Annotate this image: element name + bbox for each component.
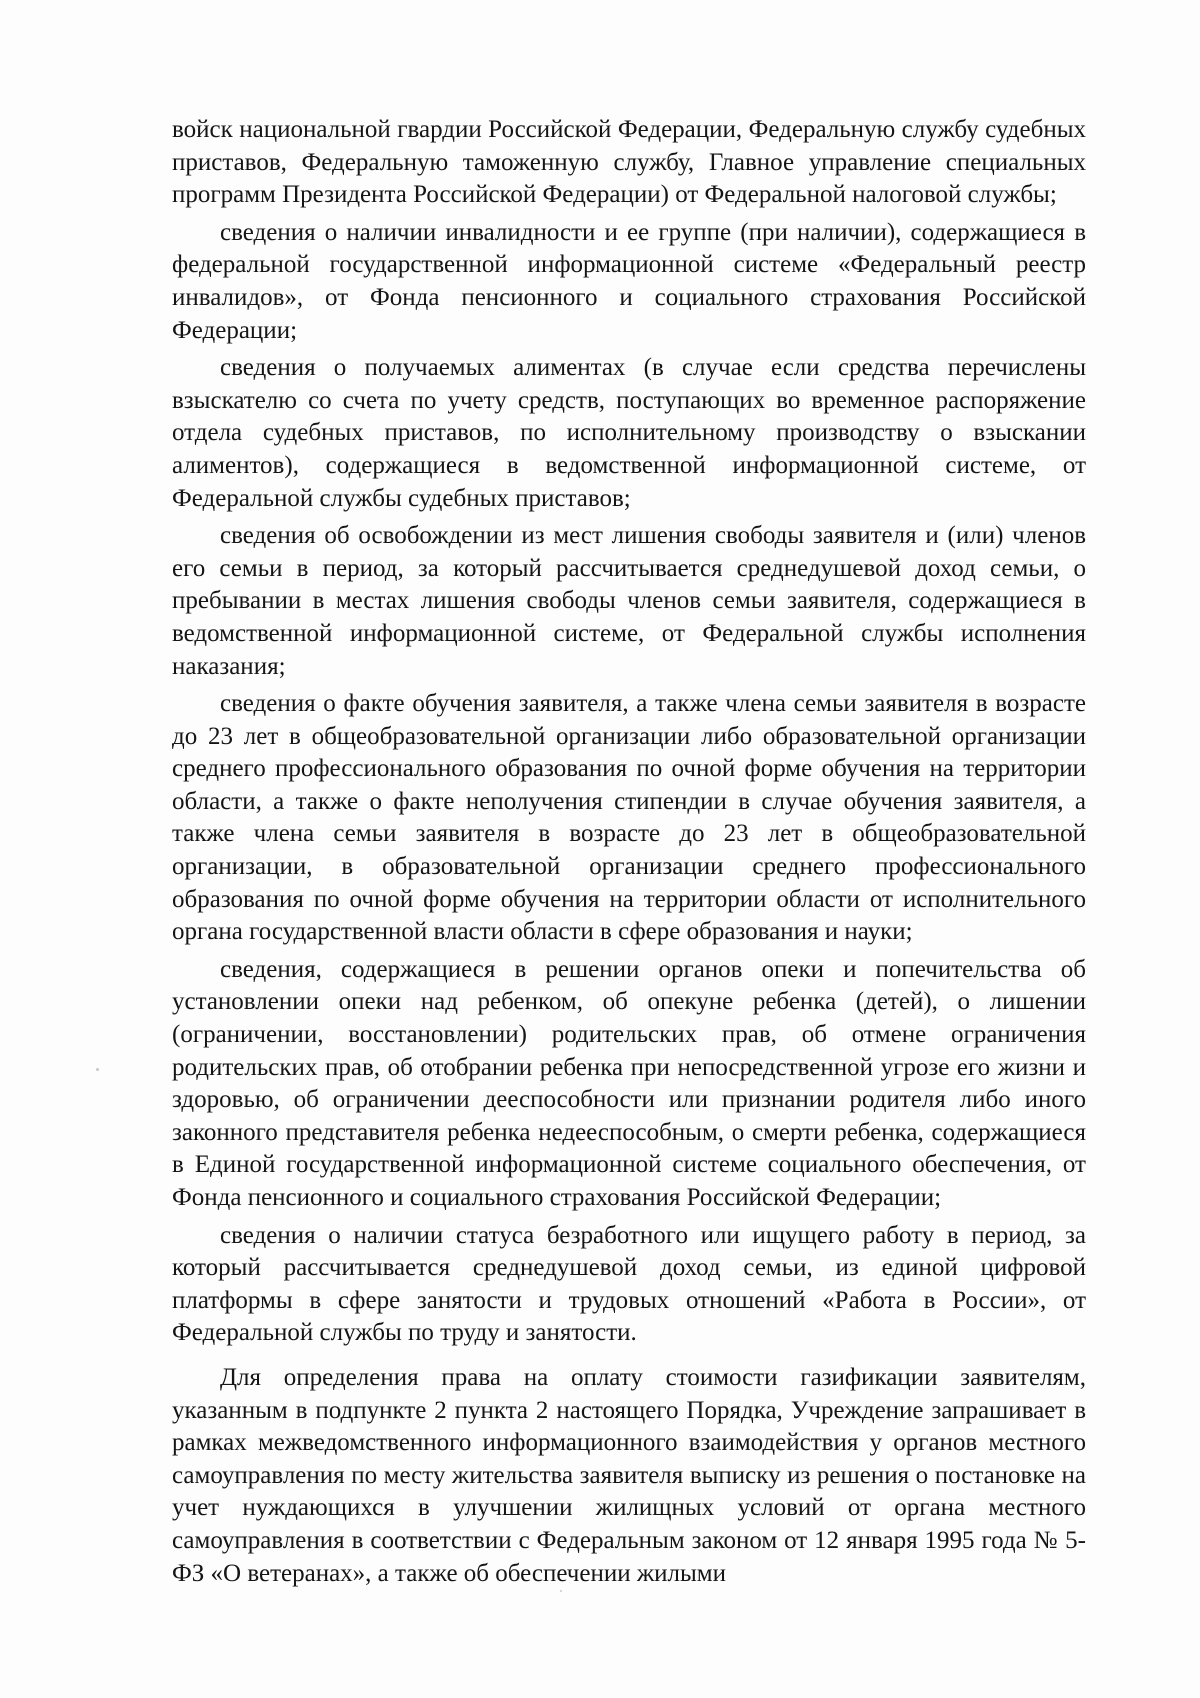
document-body — [172, 114, 1086, 1595]
paragraph-alimony-info: сведения о получаемых алиментах (в случае если средства перечислены взыскателю со счета по учету средств, поступающих во временное распоряжение отдела судебных приставов, по исполнительному производству о взыскании алиментов), содержащиеся в ведомственной информационной системе, от Федеральной службы судебных приставов; — [172, 354, 1086, 512]
paragraph-unemployment-info: сведения о наличии статуса безработного или ищущего работу в период, за который рассчитывается среднедушевой доход семьи, из единой цифровой платформы в сфере занятости и трудовых отношений «Работа в России», от Федеральной службы по труду и занятости. — [172, 1221, 1086, 1347]
scan-speck — [96, 1068, 99, 1071]
paragraph-gasification-right: Для определения права на оплату стоимости газификации заявителям, указанным в подпункте 2 пункта 2 настоящего Порядка, Учреждение запрашивает в рамках межведомственного информационного взаимодействия у органов местного самоуправления по месту жительства заявителя выписку из решения о постановке на учет нуждающихся в улучшении жилищных условий от органа местного самоуправления в соответствии с Федеральным законом от 12 января 1995 года № 5-ФЗ «О ветеранах», а также об обеспечении жилыми — [172, 1363, 1086, 1587]
paragraph-disability-info: сведения о наличии инвалидности и ее группе (при наличии), содержащиеся в федеральной государственной информационной системе «Федеральный реестр инвалидов», от Фонда пенсионного и социального страхования Российской Федерации; — [172, 218, 1086, 344]
paragraph-continuation: войск национальной гвардии Российской Федерации, Федеральную службу судебных приставов, Федеральную таможенную службу, Главное управление специальных программ Президента Российской Федерации) от Федеральной налоговой службы; — [172, 116, 1086, 209]
paragraph-education-info: сведения о факте обучения заявителя, а также члена семьи заявителя в возрасте до 23 лет в общеобразовательной организации либо образовательной организации среднего профессионального образования по очной форме обучения на территории области, а также о факте неполучения стипендии в случае обучения заявителя, а также члена семьи заявителя в возрасте до 23 лет в общеобразовательной организации, в образовательной организации среднего профессионального образования по очной форме обучения на территории области от исполнительного органа государственной власти области в сфере образования и науки; — [172, 690, 1086, 946]
paragraph-guardianship-info: сведения, содержащиеся в решении органов опеки и попечительства об установлении опеки над ребенком, об опекуне ребенка (детей), о лишении (ограничении, восстановлении) родительских прав, об отмене ограничения родительских прав, об отобрании ребенка при непосредственной угрозе его жизни и здоровью, об ограничении дееспособности или признании родителя либо иного законного представителя ребенка недееспособным, о смерти ребенка, содержащиеся в Единой государственной информационной системе социального обеспечения, от Фонда пенсионного и социального страхования Российской Федерации; — [172, 955, 1086, 1211]
scan-speck — [560, 1590, 562, 1592]
paragraph-release-info: сведения об освобождении из мест лишения свободы заявителя и (или) членов его семьи в период, за который рассчитывается среднедушевой доход семьи, о пребывании в местах лишения свободы членов семьи заявителя, содержащиеся в ведомственной информационной системе, от Федеральной службы исполнения наказания; — [172, 522, 1086, 680]
